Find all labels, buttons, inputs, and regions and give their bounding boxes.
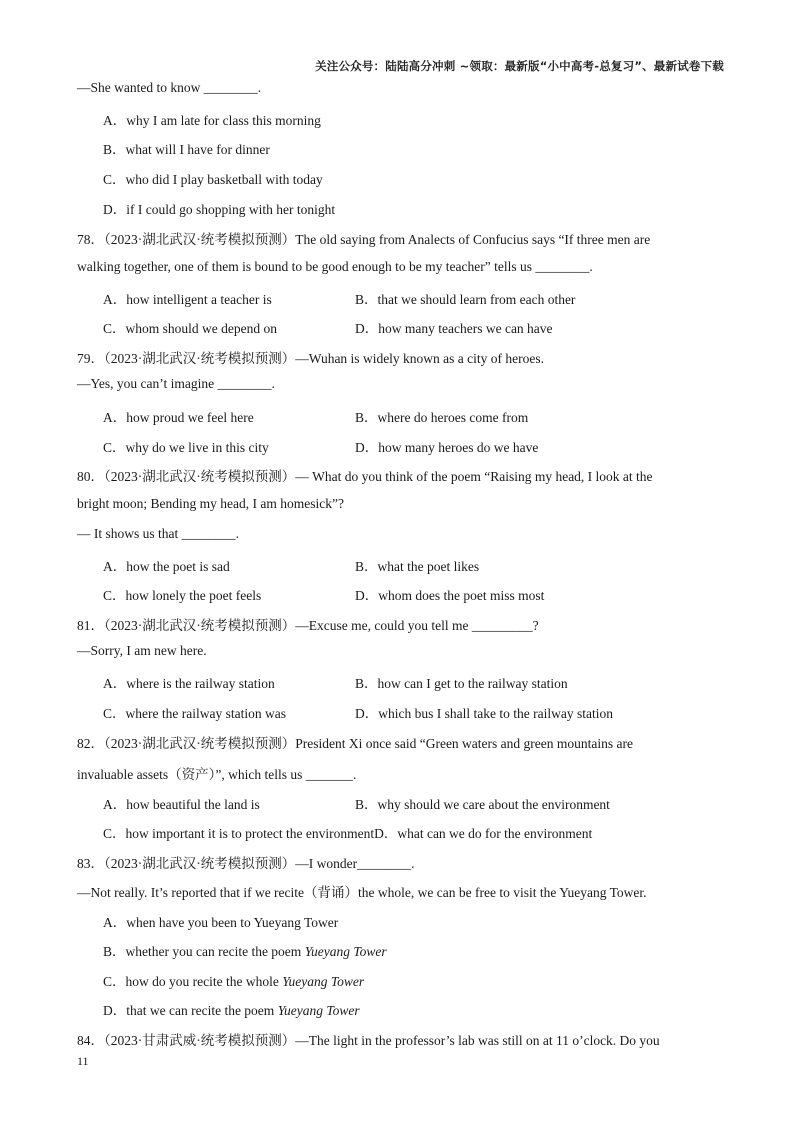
q83-option-b: [103, 940, 387, 960]
q78-option-c: C．whom should we depend on: [103, 321, 277, 336]
q83-option-d-text: D．that we can recite the poem: [103, 1003, 278, 1018]
q82-option-a: A．how beautiful the land is: [103, 797, 260, 812]
q78-stem-line2: walking together, one of them is bound to be good enough to be my teacher” tells us ________.: [77, 259, 593, 274]
q83-option-b-text: B．whether you can recite the poem: [103, 944, 305, 959]
q83-stem-line1: 83．（2023·湖北武汉·统考模拟预测）—I wonder________.: [77, 856, 415, 871]
q80-stem-line1: 80．（2023·湖北武汉·统考模拟预测）— What do you think of the poem “Raising my head, I look at the: [77, 469, 653, 484]
q77-continuation: —She wanted to know ________.: [77, 80, 262, 95]
q78-option-b: B．that we should learn from each other: [355, 292, 576, 307]
q79-option-c: C．why do we live in this city: [103, 440, 269, 455]
q81-option-d: D．which bus I shall take to the railway station: [355, 706, 613, 721]
q83-option-d: [103, 999, 360, 1019]
q81-option-b: B．how can I get to the railway station: [355, 676, 568, 691]
q81-stem-line2: —Sorry, I am new here.: [77, 643, 207, 658]
q79-option-b: B．where do heroes come from: [355, 410, 529, 425]
page-header-banner: 关注公众号：陆陆高分冲刺 ~领取：最新版“小中高考-总复习”、最新试卷下载: [315, 59, 724, 73]
q81-option-a: A．where is the railway station: [103, 676, 275, 691]
q81-option-c: C．where the railway station was: [103, 706, 286, 721]
q80-stem-line2: bright moon; Bending my head, I am homesick”?: [77, 496, 344, 511]
q78-option-a: A．how intelligent a teacher is: [103, 292, 272, 307]
q79-stem-line1: 79．（2023·湖北武汉·统考模拟预测）—Wuhan is widely known as a city of heroes.: [77, 351, 545, 366]
q78-stem-line1: 78．（2023·湖北武汉·统考模拟预测）The old saying from Analects of Confucius says “If three men are: [77, 232, 651, 247]
q83-stem-line2: —Not really. It’s reported that if we recite（背诵）the whole, we can be free to visit the Yueyang Tower.: [77, 885, 647, 900]
q78-option-d: D．how many teachers we can have: [355, 321, 553, 336]
q79-stem-line2: —Yes, you can’t imagine ________.: [77, 376, 275, 391]
q80-option-c: C．how lonely the poet feels: [103, 588, 262, 603]
q77-option-a: A．why I am late for class this morning: [103, 113, 321, 128]
q84-stem-line1: 84．（2023·甘肃武威·统考模拟预测）—The light in the professor’s lab was still on at 11 o’clock. Do you: [77, 1033, 660, 1048]
q80-stem-line3: — It shows us that ________.: [77, 526, 239, 541]
q77-option-c: C．who did I play basketball with today: [103, 172, 323, 187]
q83-option-c: [103, 970, 364, 990]
q82-option-c-d: C．how important it is to protect the environmentD．what can we do for the environment: [103, 826, 593, 841]
q80-option-a: A．how the poet is sad: [103, 559, 230, 574]
q80-option-b: B．what the poet likes: [355, 559, 480, 574]
q80-option-d: D．whom does the poet miss most: [355, 588, 545, 603]
q82-option-b: B．why should we care about the environment: [355, 797, 610, 812]
q77-option-b: B．what will I have for dinner: [103, 142, 270, 157]
q83-option-d-title: Yueyang Tower: [277, 1003, 360, 1018]
q79-option-d: D．how many heroes do we have: [355, 440, 539, 455]
q81-stem-line1: 81．（2023·湖北武汉·统考模拟预测）—Excuse me, could you tell me _________?: [77, 618, 539, 633]
q77-option-d: D．if I could go shopping with her tonight: [103, 202, 336, 217]
q83-option-b-title: Yueyang Tower: [304, 944, 387, 959]
q79-option-a: A．how proud we feel here: [103, 410, 254, 425]
q83-option-c-text: C．how do you recite the whole: [103, 974, 283, 989]
page-number: 11: [77, 1054, 89, 1068]
q83-option-a: A．when have you been to Yueyang Tower: [103, 915, 339, 930]
q83-option-c-title: Yueyang Tower: [282, 974, 365, 989]
q82-stem-line1: 82．（2023·湖北武汉·统考模拟预测）President Xi once said “Green waters and green mountains are: [77, 736, 633, 751]
q82-stem-line2: invaluable assets（资产）”, which tells us _______.: [77, 767, 357, 782]
